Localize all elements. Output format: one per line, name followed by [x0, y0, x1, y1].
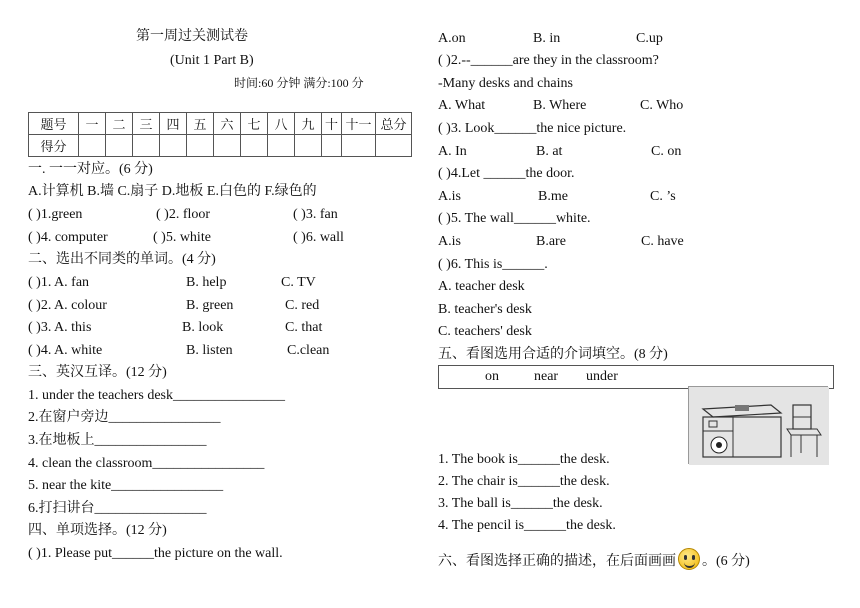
fill-item: 4. The pencil is______the desk. [438, 518, 616, 533]
question-item: ( )1.green [28, 207, 83, 222]
question-line: -Many desks and chains [438, 76, 573, 91]
question-item: ( )1. Please put______the picture on the wall. [28, 546, 283, 561]
time-score-info: 时间:60 分钟 满分:100 分 [234, 76, 364, 90]
score-cell: 得分 [29, 135, 79, 157]
option-c: C. ’s [650, 189, 676, 204]
score-cell: 总分 [376, 113, 412, 135]
score-table [28, 112, 412, 157]
translation-item: 3.在地板上________________ [28, 433, 207, 448]
score-input-cell[interactable] [295, 135, 322, 157]
score-cell: 五 [187, 113, 214, 135]
page-subtitle: (Unit 1 Part B) [170, 53, 254, 68]
question-item: ( )6. wall [293, 230, 344, 245]
score-input-cell[interactable] [376, 135, 412, 157]
page-title: 第一周过关测试卷 [136, 29, 248, 44]
score-cell: 四 [160, 113, 187, 135]
question-item: ( )3. fan [293, 207, 338, 222]
question-item: ( )4. computer [28, 230, 108, 245]
question-item: ( )5. The wall______white. [438, 211, 591, 226]
option-a: A.on [438, 31, 466, 46]
option-a: A. In [438, 144, 467, 159]
word-bank-item: near [534, 369, 559, 384]
question-item: ( )2. floor [156, 207, 211, 222]
question-item: ( )4.Let ______the door. [438, 166, 575, 181]
option-c: C. have [641, 234, 684, 249]
score-cell: 十 [322, 113, 342, 135]
option-c: C. TV [281, 275, 316, 290]
score-cell: 二 [106, 113, 133, 135]
fill-item: 2. The chair is______the desk. [438, 474, 610, 489]
score-input-cell[interactable] [342, 135, 376, 157]
question-item: ( )1. A. fan [28, 275, 90, 290]
section-6-heading-score: 。(6 分) [702, 554, 750, 569]
score-cell: 八 [268, 113, 295, 135]
word-bank-item: on [485, 369, 499, 384]
option-c: C. that [285, 320, 323, 335]
option-b: B. green [186, 298, 234, 313]
fill-item: 3. The ball is______the desk. [438, 496, 603, 511]
option-b: B.are [536, 234, 566, 249]
option-b: B. at [536, 144, 563, 159]
score-cell: 七 [241, 113, 268, 135]
question-item: ( )3. A. this [28, 320, 92, 335]
section-6-heading [438, 548, 750, 571]
option-a: A.is [438, 234, 461, 249]
question-item: ( )3. Look______the nice picture. [438, 121, 627, 136]
option-b: B. in [533, 31, 561, 46]
score-cell: 九 [295, 113, 322, 135]
score-cell: 六 [214, 113, 241, 135]
section-2-heading: 二、选出不同类的单词。(4 分) [28, 252, 216, 267]
question-item: ( )6. This is______. [438, 257, 548, 272]
option-a: A. teacher desk [438, 279, 525, 294]
score-input-cell[interactable] [268, 135, 295, 157]
translation-item: 6.打扫讲台________________ [28, 501, 207, 516]
option-a: A.is [438, 189, 461, 204]
option-b: B. listen [186, 343, 233, 358]
section-5-heading: 五、看图选用合适的介词填空。(8 分) [438, 347, 668, 362]
score-cell: 一 [79, 113, 106, 135]
option-b: B. help [186, 275, 227, 290]
score-input-cell[interactable] [160, 135, 187, 157]
section-1-heading: 一. 一一对应。(6 分) [28, 162, 153, 177]
score-input-cell[interactable] [133, 135, 160, 157]
score-input-cell[interactable] [106, 135, 133, 157]
smiley-face-icon [678, 548, 700, 570]
score-input-cell[interactable] [322, 135, 342, 157]
score-cell: 十一 [342, 113, 376, 135]
option-c: C. teachers' desk [438, 324, 532, 339]
score-cell: 题号 [29, 113, 79, 135]
option-c: C.clean [287, 343, 330, 358]
translation-item: 2.在窗户旁边________________ [28, 410, 221, 425]
translation-item: 1. under the teachers desk________________ [28, 388, 285, 403]
option-c: C. red [285, 298, 320, 313]
score-table-header-row [29, 113, 412, 135]
option-b: B. teacher's desk [438, 302, 532, 317]
section-1-options: A.计算机 B.墙 C.扇子 D.地板 E.白色的 F.绿色的 [28, 184, 317, 199]
option-b: B. Where [533, 98, 587, 113]
question-item: ( )2.--______are they in the classroom? [438, 53, 659, 68]
option-b: B.me [538, 189, 568, 204]
option-c: C. on [651, 144, 682, 159]
translation-item: 4. clean the classroom________________ [28, 456, 265, 471]
option-c: C.up [636, 31, 663, 46]
desk-chair-ball-illustration [689, 387, 829, 465]
score-input-cell[interactable] [79, 135, 106, 157]
option-c: C. Who [640, 98, 684, 113]
score-table-score-row [29, 135, 412, 157]
option-b: B. look [182, 320, 224, 335]
section-3-heading: 三、英汉互译。(12 分) [28, 365, 167, 380]
question-item: ( )5. white [153, 230, 211, 245]
score-input-cell[interactable] [187, 135, 214, 157]
score-input-cell[interactable] [214, 135, 241, 157]
score-input-cell[interactable] [241, 135, 268, 157]
fill-item: 1. The book is______the desk. [438, 452, 610, 467]
question-item: ( )4. A. white [28, 343, 103, 358]
section-4-heading: 四、单项选择。(12 分) [28, 523, 167, 538]
section-6-heading-text: 六、看图选择正确的描述，在后面画画 [438, 554, 676, 569]
classroom-picture [688, 386, 828, 464]
option-a: A. What [438, 98, 486, 113]
word-bank-item: under [586, 369, 618, 384]
score-cell: 三 [133, 113, 160, 135]
question-item: ( )2. A. colour [28, 298, 107, 313]
translation-item: 5. near the kite________________ [28, 478, 224, 493]
